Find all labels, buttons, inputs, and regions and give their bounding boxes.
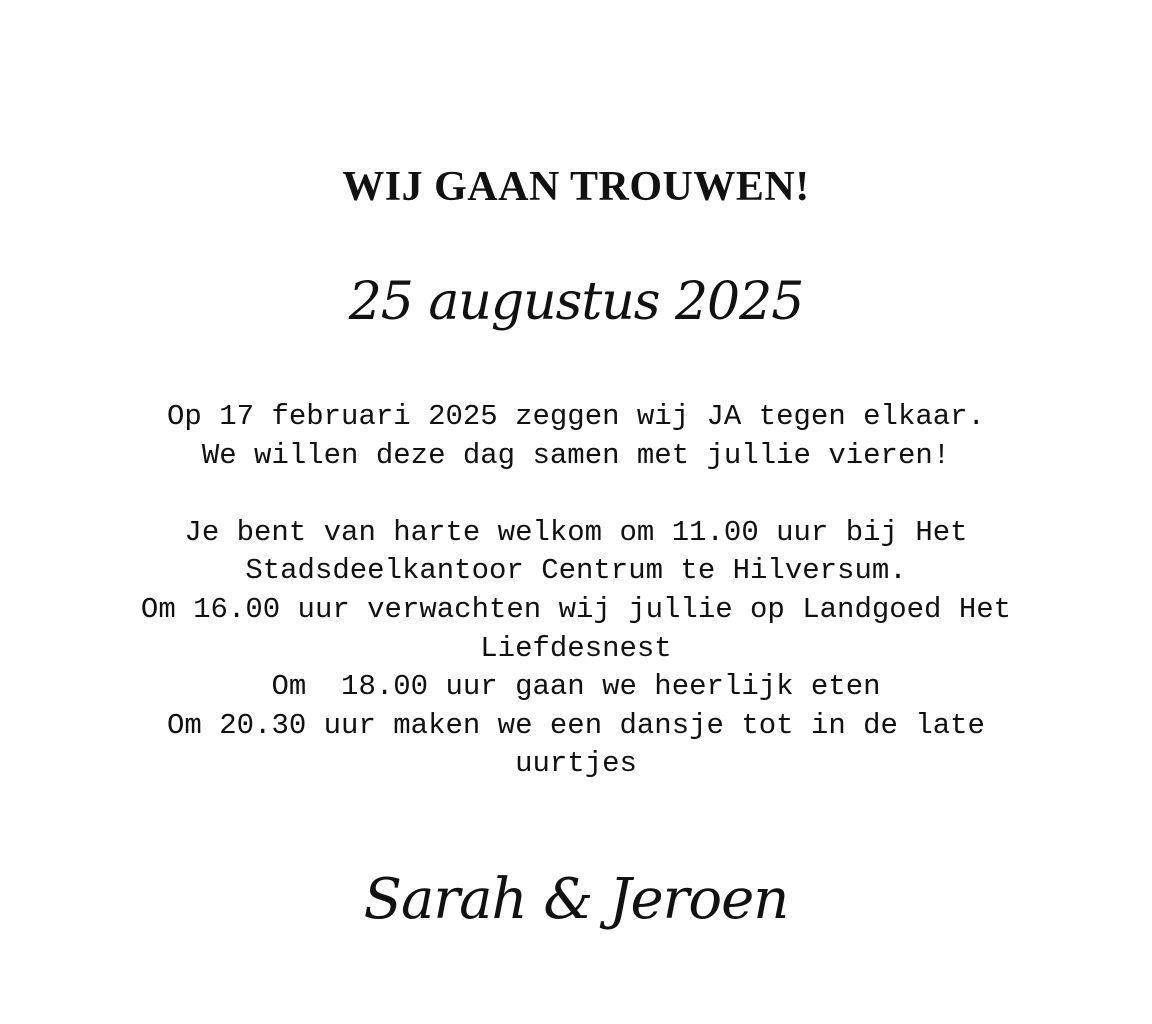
body-line: Om 20.30 uur maken we een dansje tot in de late: [167, 708, 985, 742]
wedding-date-script: 25 augustus 2025: [348, 272, 804, 332]
body-line: Liefdesnest: [480, 631, 672, 665]
body-line: Stadsdeelkantoor Centrum te Hilversum.: [245, 554, 907, 588]
body-line: Om 16.00 uur verwachten wij jullie op Landgoed Het: [140, 592, 1012, 626]
couple-signature: Sarah & Jeroen: [363, 867, 789, 932]
invitation-body: [20, 398, 1132, 784]
invitation-headline: WIJ GAAN TROUWEN!: [342, 164, 810, 210]
body-line: Je bent van harte welkom om 11.00 uur bij Het: [184, 515, 968, 549]
body-line: Om 18.00 uur gaan we heerlijk eten: [271, 670, 881, 704]
body-line: We willen deze dag samen met jullie vieren!: [201, 438, 951, 472]
paragraph-spacer: [20, 475, 1132, 514]
body-line: uurtjes: [515, 747, 637, 781]
body-line: Op 17 februari 2025 zeggen wij JA tegen elkaar.: [167, 400, 985, 433]
